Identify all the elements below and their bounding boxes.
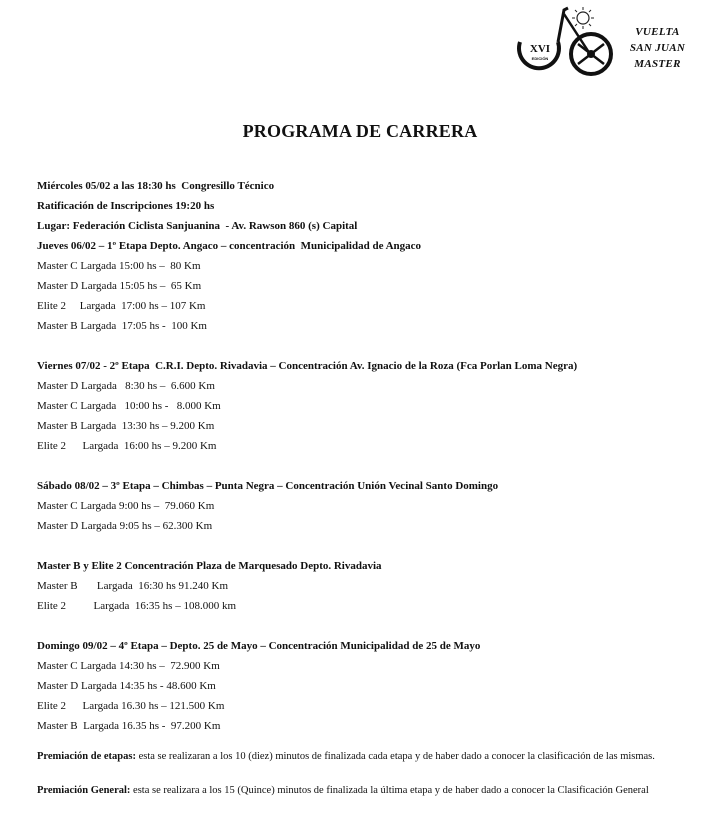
stage-2-row: Master B Largada 13:30 hs – 9.200 Km [37,420,215,432]
congress-line: Miércoles 05/02 a las 18:30 hs Congresillo Técnico [37,180,275,192]
stage-1-heading: Jueves 06/02 – 1º Etapa Depto. Angaco – concentración Municipalidad de Angaco [37,240,422,252]
stage-3-row: Master C Largada 9:00 hs – 79.060 Km [37,500,215,512]
stage-4-row: Master C Largada 14:30 hs – 72.900 Km [37,660,220,672]
registration-line: Ratificación de Inscripciones 19:20 hs [37,200,215,212]
spacer [37,336,687,356]
stage-3b-row: Master B Largada 16:30 hs 91.240 Km [37,580,229,592]
logo-edition-label: EDICIÓN [531,56,549,61]
spacer [37,616,687,636]
stage-1-row: Master D Largada 15:05 hs – 65 Km [37,280,202,292]
general-awards-text: esta se realizara a los 15 (Quince) minutos de finalizada la última etapa y de haber dado a conocer la Clasificación General [130,785,649,796]
stage-3b-row: Elite 2 Largada 16:35 hs – 108.000 km [37,600,236,612]
logo-line-2: SAN JUAN [629,42,686,54]
stage-3b-heading: Master B y Elite 2 Concentración Plaza de Marquesado Depto. Rivadavia [37,560,382,572]
logo-edition-number: XVI [529,43,551,55]
general-awards-paragraph [37,784,669,797]
stage-2-row: Master D Largada 8:30 hs – 6.600 Km [37,380,215,392]
stage-2-heading: Viernes 07/02 - 2º Etapa C.R.I. Depto. Rivadavia – Concentración Av. Ignacio de la Roza (Fca Porlan Loma Negra) [37,360,578,372]
general-awards-label: Premiación General: [37,785,131,796]
spacer [37,536,687,556]
stage-awards-paragraph [37,750,669,763]
logo-wordmark [620,24,695,72]
logo-line-1: VUELTA [635,26,680,38]
venue-line: Lugar: Federación Ciclista Sanjuanina - Av. Rawson 860 (s) Capital [37,220,358,232]
stage-awards-label: Premiación de etapas: [37,751,136,762]
spacer [37,456,687,476]
stage-4-heading: Domingo 09/02 – 4º Etapa – Depto. 25 de Mayo – Concentración Municipalidad de 25 de Mayo [37,640,481,652]
stage-2-row: Elite 2 Largada 16:00 hs – 9.200 Km [37,440,217,452]
stage-1-row: Master B Largada 17:05 hs - 100 Km [37,320,207,332]
spacer [37,763,687,784]
stage-1-row: Master C Largada 15:00 hs – 80 Km [37,260,201,272]
race-program [37,176,687,797]
spacer [37,736,687,750]
stage-3-heading: Sábado 08/02 – 3º Etapa – Chimbas – Punta Negra – Concentración Unión Vecinal Santo Domingo [37,480,499,492]
stage-1-row: Elite 2 Largada 17:00 hs – 107 Km [37,300,206,312]
stage-4-row: Elite 2 Largada 16.30 hs – 121.500 Km [37,700,225,712]
stage-4-row: Master D Largada 14:35 hs - 48.600 Km [37,680,216,692]
stage-awards-text: esta se realizaran a los 10 (diez) minutos de finalizada cada etapa y de haber dado a conocer la clasificación de las mismas. [135,751,655,762]
event-logo [508,4,698,84]
logo-line-3: MASTER [634,58,681,70]
page-title: PROGRAMA DE CARRERA [242,121,478,141]
stage-4-row: Master B Largada 16.35 hs - 97.200 Km [37,720,221,732]
stage-3-row: Master D Largada 9:05 hs – 62.300 Km [37,520,213,532]
stage-2-row: Master C Largada 10:00 hs - 8.000 Km [37,400,221,412]
